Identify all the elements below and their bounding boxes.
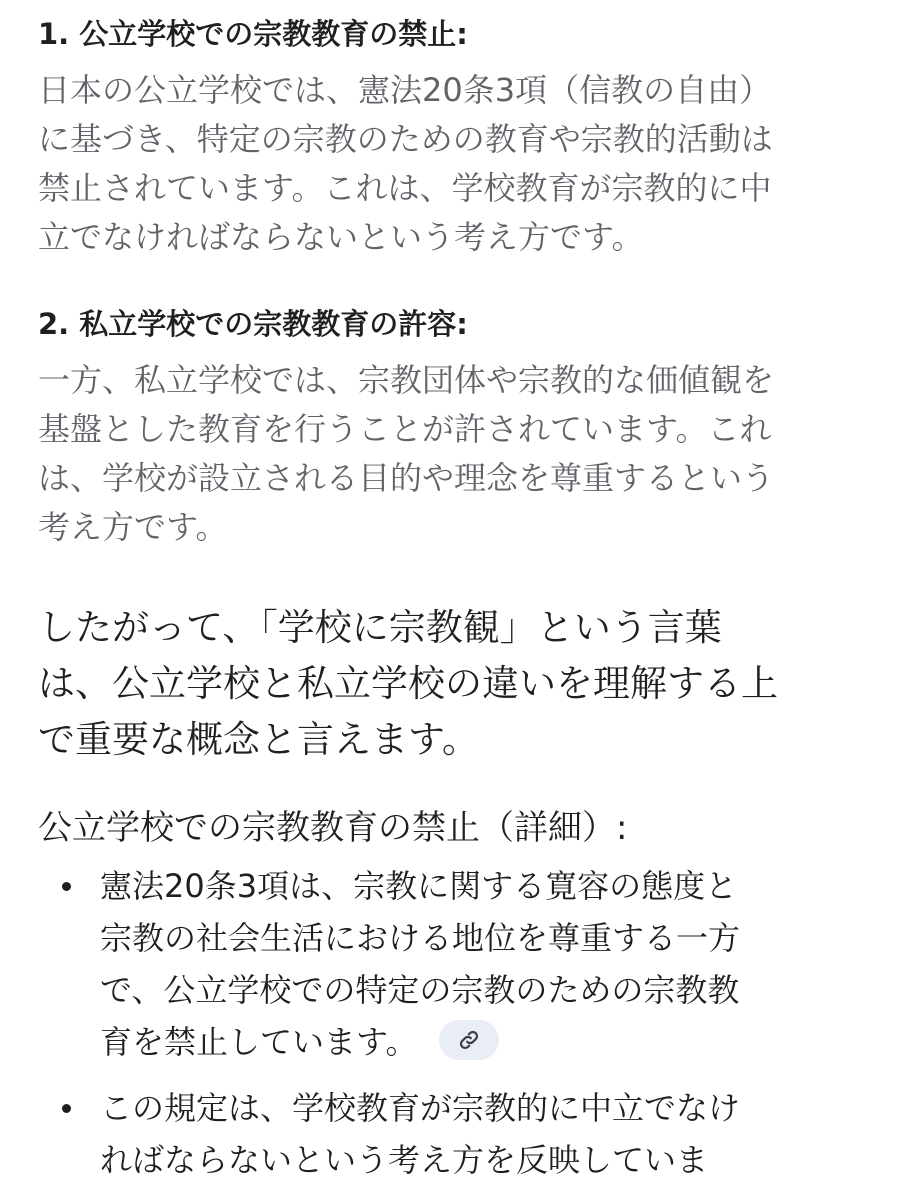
bullet-line: この規定は、学校教育が宗教的に中立でなけ [100,1089,741,1127]
bullet-line: で、公立学校での特定の宗教のための宗教教 [100,971,740,1009]
summary-paragraph [38,600,888,768]
section2-heading: 2. 私立学校での宗教教育の許容: [38,307,468,341]
bullet-line-with-link [100,1016,915,1068]
detail-heading: 公立学校での宗教教育の禁止（詳細）: [38,808,628,848]
bullet-dot-icon [62,1104,71,1113]
list-item [0,1082,915,1186]
bullet-line: ればならないという考え方を反映していま [100,1141,709,1179]
link-icon [458,1029,480,1051]
bullet-line: 憲法20条3項は、宗教に関する寛容の態度と [100,867,738,905]
list-item [0,860,915,1068]
section1-body [38,66,878,262]
section1-line: に基づき、特定の宗教のための教育や宗教的活動は [38,120,773,158]
summary-line: で重要な概念と言えます。 [38,718,480,761]
section1-line: 立でなければならないという考え方です。 [38,218,644,256]
section2-line: 一方、私立学校では、宗教団体や宗教的な価値観を [38,361,775,399]
bullet-dot-icon [62,882,71,891]
section1-heading: 1. 公立学校での宗教教育の禁止: [38,17,468,51]
section2-line: 考え方です。 [38,508,228,546]
section1-line: 禁止されています。これは、学校教育が宗教的に中 [38,169,772,207]
section2-line: 基盤とした教育を行うことが許されています。これ [38,410,772,448]
detail-bullet-list [0,860,915,1186]
source-link-button[interactable] [439,1020,499,1060]
section2-body [38,356,878,552]
bullet-line: 宗教の社会生活における地位を尊重する一方 [100,919,741,957]
section1-line: 日本の公立学校では、憲法20条3項（信教の自由） [38,71,772,109]
summary-line: したがって、「学校に宗教観」という言葉 [38,606,722,649]
summary-line: は、公立学校と私立学校の違いを理解する上 [38,662,778,705]
section2-line: は、学校が設立される目的や理念を尊重するという [38,459,775,497]
bullet-line-text: 育を禁止しています。 [100,1023,418,1061]
